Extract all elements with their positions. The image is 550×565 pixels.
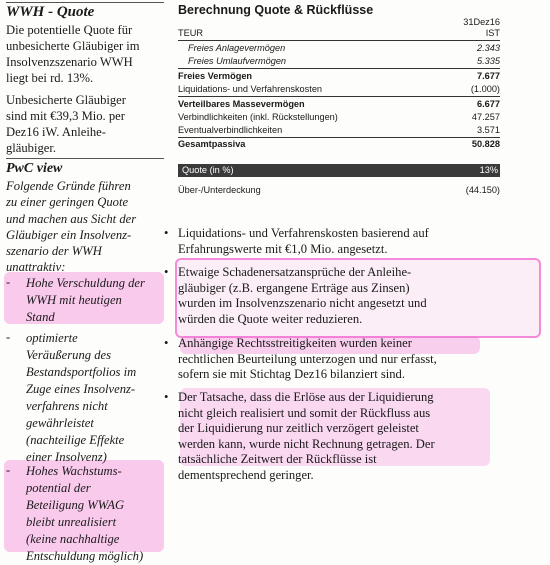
list-item: optimierte Veräußerung des Bestandsportfolios im Zuge eines Insolvenz- verfahrens nicht gewährleistet (nachteilige Effekte einer Insolvenz) xyxy=(26,331,137,464)
divider xyxy=(178,40,500,41)
quote-paragraph: Die potentielle Quote für unbesicherte Gläubiger im Insolvenzszenario WWH liegt bei rd. 13%. xyxy=(6,23,140,85)
column-header-date: 31Dez16 xyxy=(463,17,500,27)
table-title: Berechnung Quote & Rückflüsse xyxy=(178,3,374,17)
bullet-dot-icon: • xyxy=(164,336,169,350)
creditor-paragraph: Unbesicherte Gläubiger sind mit €39,3 Mio. per Dez16 iW. Anleihe- gläubiger. xyxy=(6,93,126,155)
table-row: Gesamtpassiva 50.828 xyxy=(178,139,500,149)
quote-bar xyxy=(178,164,500,177)
list-item: Hohes Wachstums- potential der Beteiligung WWAG bleibt unrealisiert (keine nachhaltige Entschuldung möglich) xyxy=(26,464,144,563)
left-sidebar xyxy=(0,0,168,563)
column-header-row xyxy=(178,27,500,39)
table-row: Freies Anlagevermögen 2.343 xyxy=(188,43,500,53)
list-item: Hohe Verschuldung der WWH mit heutigen Stand xyxy=(26,276,145,324)
bullet-dot-icon: • xyxy=(164,390,169,404)
column-header-ist: IST xyxy=(485,28,500,38)
table-row: Verteilbares Massevermögen 6.677 xyxy=(178,99,500,109)
bullet-item: • Etwaige Schadenersatzansprüche der Anleihe- gläubiger (z.B. ergangene Erträge aus Zinsen) wurden im Insolvenzszenario nicht angesetzt und würden die Quote weiter reduzieren. xyxy=(164,265,427,326)
list-dash: - xyxy=(6,275,11,289)
divider xyxy=(178,68,500,69)
bullet-dot-icon: • xyxy=(164,265,169,279)
table-row: Liquidations- und Verfahrenskosten (1.000) xyxy=(178,84,500,94)
table-row: Freies Umlaufvermögen 5.335 xyxy=(188,56,500,66)
bullet-item: • Anhängige Rechtsstreitigkeiten wurden keiner rechtlichen Beurteilung unterzogen und nur erfasst, sofern sie mit Stichtag Dez16 bilanziert sind. xyxy=(164,336,437,381)
bullet-item: • Der Tatsache, dass die Erlöse aus der Liquidierung nicht gleich realisiert und somit der Rückfluss aus der Liquidierung nur zeitlich verzögert geleistet werden kann, wurde nicht Rechnung getragen. Der tatsächliche Zeitwert der Rückflüsse ist dementsprechend geringer. xyxy=(164,390,435,482)
list-dash: - xyxy=(6,330,11,344)
table-row: Freies Vermögen 7.677 xyxy=(178,71,500,81)
table-row: Über-/Unterdeckung (44.150) xyxy=(178,185,500,195)
pwc-view-heading: PwC view xyxy=(6,161,63,176)
table-row: Verbindlichkeiten (inkl. Rückstellungen) 47.257 xyxy=(178,112,500,122)
bullet-item: • Liquidations- und Verfahrenskosten basierend auf Erfahrungswerte mit €1,0 Mio. angesetzt. xyxy=(164,226,429,256)
quote-row: Quote (in %) 13% xyxy=(182,165,498,175)
list-dash: - xyxy=(6,463,11,477)
calculation-table xyxy=(178,0,500,200)
pwc-intro: Folgende Gründe führen zu einer geringen Quote und machen aus Sicht der Gläubiger ein Insolvenz- szenario der WWH unattraktiv: xyxy=(6,179,137,275)
divider xyxy=(6,2,164,3)
unit-label: TEUR xyxy=(178,28,204,38)
divider xyxy=(178,96,500,97)
section-heading: WWH - Quote xyxy=(6,4,95,20)
table-row: Eventualverbindlichkeiten 3.571 xyxy=(178,125,500,135)
bullet-dot-icon: • xyxy=(164,226,169,240)
divider xyxy=(6,158,164,159)
